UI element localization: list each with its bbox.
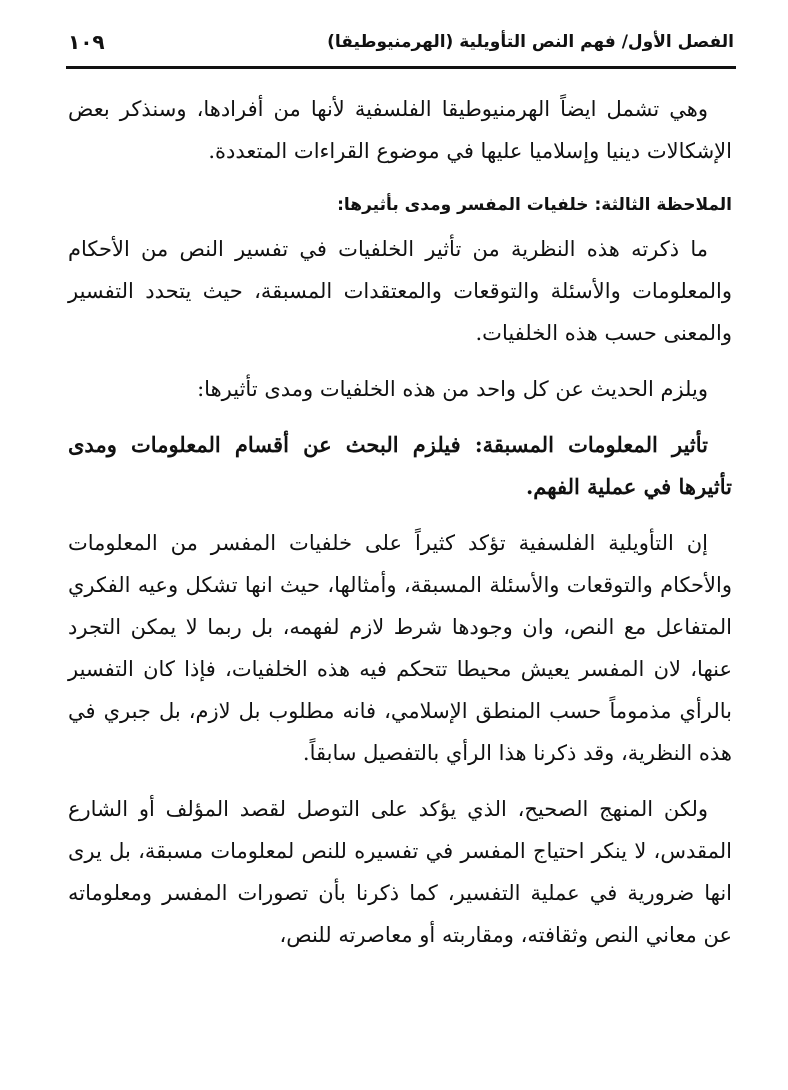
paragraph-6: ولكن المنهج الصحيح، الذي يؤكد على التوصل لقصد المؤلف أو الشارع المقدس، لا ينكر احتياج المفسر في تفسيره للنص لمعلومات مسبقة، بل يرى انها ضرورية في عملية التفسير، كما ذكرنا بأن تصورات المفسر ومعلوماته عن معاني النص وثقافته، ومقاربته أو معاصرته للنص،: [68, 797, 732, 947]
paragraph-2: ما ذكرته هذه النظرية من تأثير الخلفيات في تفسير النص من الأحكام والمعلومات والأسئلة والتوقعات والمعتقدات المسبقة، حيث يتحدد التفسير والمعنى حسب هذه الخلفيات.: [68, 237, 732, 345]
section-heading: الملاحظة الثالثة: خلفيات المفسر ومدى بأثيرها:: [337, 195, 732, 215]
paragraph-1: وهي تشمل ايضاً الهرمنيوطيقا الفلسفية لأنها من أفرادها، وسنذكر بعض الإشكالات دينيا وإسلاميا عليها في موضوع القراءات المتعددة.: [68, 97, 732, 163]
page-body: [68, 88, 732, 956]
page-number: ١٠٩: [68, 30, 105, 54]
paragraph-4: تأثير المعلومات المسبقة: فيلزم البحث عن أقسام المعلومات ومدى تأثيرها في عملية الفهم.: [68, 432, 732, 499]
paragraph-3: ويلزم الحديث عن كل واحد من هذه الخلفيات ومدى تأثيرها:: [197, 377, 708, 401]
running-header: [68, 30, 734, 64]
chapter-title: الفصل الأول/ فهم النص التأويلية (الهرمنيوطيقا): [327, 32, 734, 52]
header-rule: [66, 66, 736, 69]
paragraph-5: إن التأويلية الفلسفية تؤكد كثيراً على خلفيات المفسر من المعلومات والأحكام والتوقعات والأسئلة المسبقة، وأمثالها، حيث انها تشكل وعيه الفكري المتفاعل مع النص، وان وجودها شرط لازم لفهمه، بل ربما لا يمكن التجرد عنها، لان المفسر يعيش محيطا تتحكم فيه هذه الخلفيات، فإذا كان التفسير بالرأي مذموماً حسب المنطق الإسلامي، فانه مطلوب بل لازم، بل جبري في هذه النظرية، وقد ذكرنا هذا الرأي بالتفصيل سابقاً.: [68, 531, 732, 765]
